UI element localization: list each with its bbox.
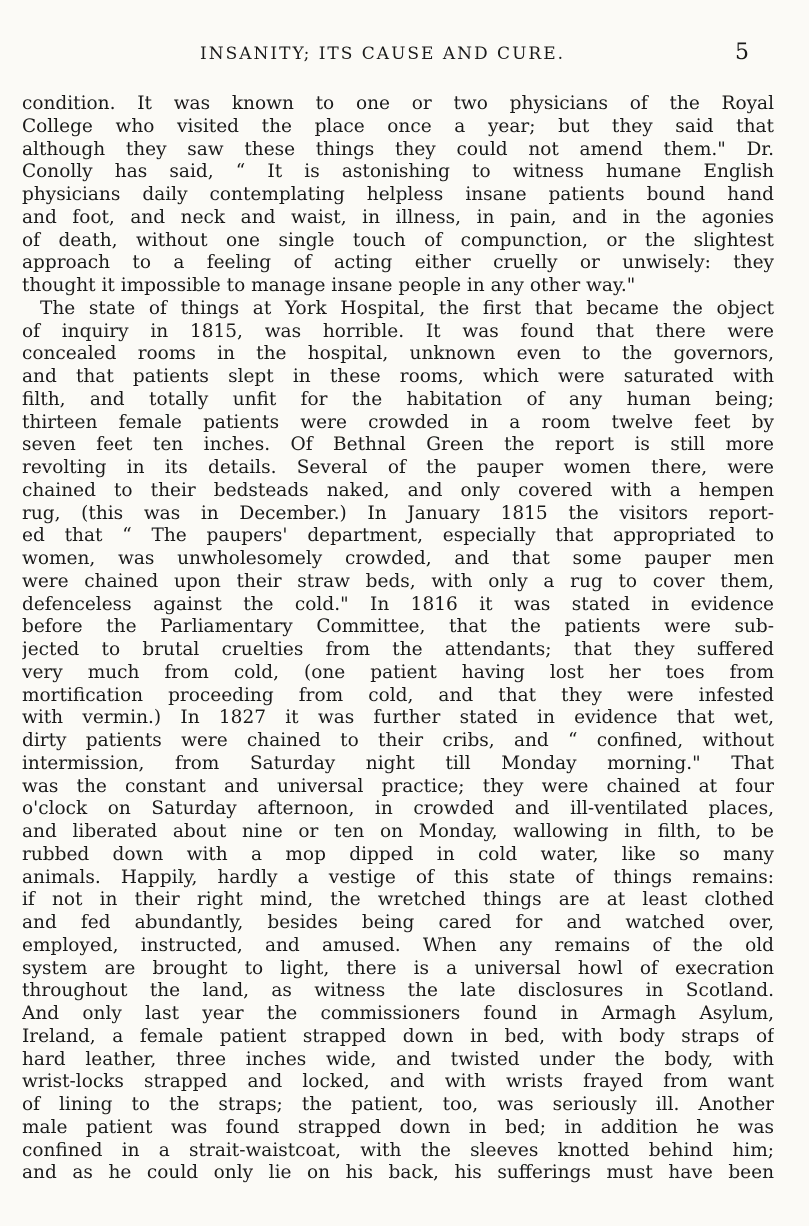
- text-line: hard leather, three inches wide, and twisted under the body, with: [22, 1048, 774, 1070]
- text-line: if not in their right mind, the wretched things are at least clothed: [22, 889, 774, 911]
- text-line: Conolly has said, “ It is astonishing to witness humane English: [22, 161, 774, 183]
- text-line: of lining to the straps; the patient, too, was seriously ill. Another: [22, 1094, 774, 1115]
- text-line: and liberated about nine or ten on Monday, wallowing in filth, to be: [22, 821, 774, 842]
- text-line: employed, instructed, and amused. When any remains of the old: [22, 934, 774, 956]
- text-line: male patient was found strapped down in bed; in addition he was: [22, 1116, 774, 1138]
- text-line: filth, and totally unfit for the habitation of any human being;: [22, 388, 774, 410]
- text-line: women, was unwholesomely crowded, and that some pauper men: [22, 548, 774, 569]
- text-line: of inquiry in 1815, was horrible. It was found that there were: [22, 320, 774, 342]
- text-line: animals. Happily, hardly a vestige of this state of things remains:: [22, 866, 774, 888]
- text-line: although they saw these things they could not amend them." Dr.: [22, 138, 774, 160]
- text-line: jected to brutal cruelties from the attendants; that they suffered: [22, 639, 774, 660]
- text-line: system are brought to light, there is a universal howl of execration: [22, 957, 774, 979]
- text-line: and as he could only lie on his back, his sufferings must have been: [22, 1162, 774, 1184]
- text-line: dirty patients were chained to their cribs, and “ confined, without: [22, 730, 774, 751]
- text-line: and fed abundantly, besides being cared for and watched over,: [22, 912, 774, 933]
- text-line: seven feet ten inches. Of Bethnal Green the report is still more: [22, 434, 774, 456]
- text-line: condition. It was known to one or two physicians of the Royal: [22, 93, 774, 114]
- text-line: defenceless against the cold." In 1816 it was stated in evidence: [22, 593, 774, 615]
- text-line: wrist-locks strapped and locked, and with wrists frayed from want: [22, 1071, 774, 1093]
- text-line: ed that “ The paupers' department, especially that appropriated to: [22, 525, 774, 547]
- text-line: physicians daily contemplating helpless insane patients bound hand: [22, 184, 774, 205]
- running-title: INSANITY; ITS CAUSE AND CURE.: [200, 44, 566, 64]
- text-line: was the constant and universal practice; they were chained at four: [22, 775, 774, 797]
- text-line: of death, without one single touch of compunction, or the slightest: [22, 229, 774, 251]
- page-number: 5: [735, 40, 749, 65]
- text-line: rug, (this was in December.) In January 1815 the visitors report-: [22, 502, 774, 524]
- text-line: And only last year the commissioners found in Armagh Asylum,: [22, 1003, 774, 1024]
- body-text: [22, 93, 774, 1185]
- text-line: and foot, and neck and waist, in illness, in pain, and in the agonies: [22, 206, 774, 228]
- text-line: approach to a feeling of acting either cruelly or unwisely: they: [22, 252, 774, 274]
- text-line: chained to their bedsteads naked, and only covered with a hempen: [22, 479, 774, 501]
- text-line: The state of things at York Hospital, the first that became the object: [40, 297, 774, 319]
- text-line: revolting in its details. Several of the pauper women there, were: [22, 457, 774, 478]
- text-line: with vermin.) In 1827 it was further stated in evidence that wet,: [22, 707, 774, 729]
- text-line: Ireland, a female patient strapped down in bed, with body straps of: [22, 1025, 774, 1047]
- text-line: rubbed down with a mop dipped in cold water, like so many: [22, 843, 774, 865]
- text-line: before the Parliamentary Committee, that the patients were sub-: [22, 616, 774, 638]
- text-line: College who visited the place once a year; but they said that: [22, 115, 774, 137]
- text-line: very much from cold, (one patient having lost her toes from: [22, 661, 774, 683]
- text-line: thirteen female patients were crowded in a room twelve feet by: [22, 411, 774, 433]
- text-line: were chained upon their straw beds, with only a rug to cover them,: [22, 570, 774, 592]
- text-line: throughout the land, as witness the late disclosures in Scotland.: [22, 980, 774, 1002]
- text-line: o'clock on Saturday afternoon, in crowded and ill-ventilated places,: [22, 798, 774, 820]
- text-line: intermission, from Saturday night till Monday morning." That: [22, 752, 774, 774]
- text-line: confined in a strait-waistcoat, with the sleeves knotted behind him;: [22, 1139, 774, 1161]
- text-line: thought it impossible to manage insane people in any other way.": [22, 275, 636, 296]
- text-line: concealed rooms in the hospital, unknown even to the governors,: [22, 343, 774, 365]
- text-line: mortification proceeding from cold, and that they were infested: [22, 684, 774, 706]
- text-line: and that patients slept in these rooms, which were saturated with: [22, 366, 774, 387]
